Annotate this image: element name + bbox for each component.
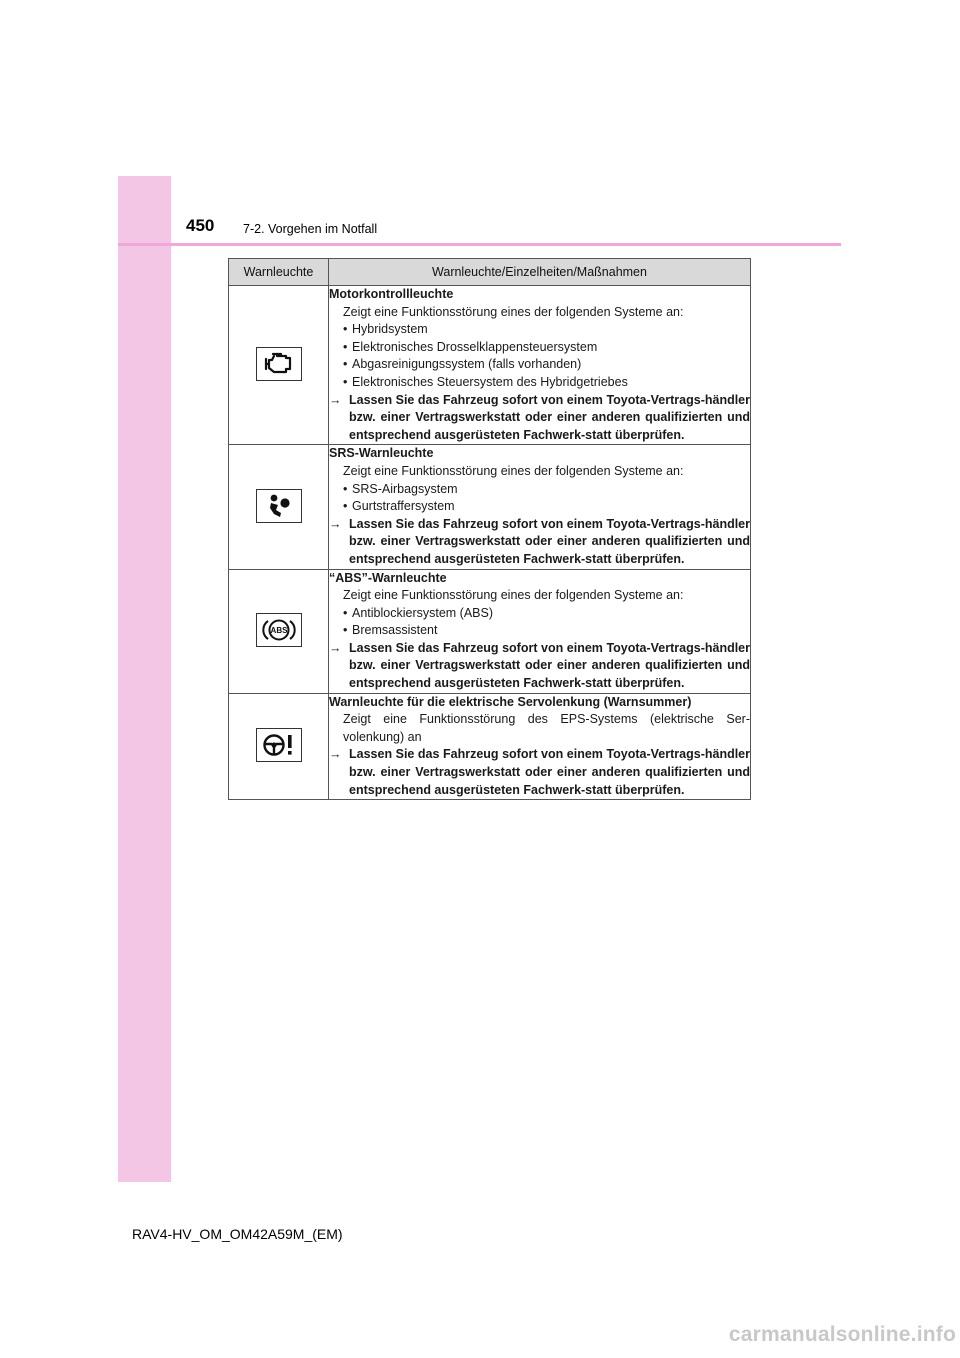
description-cell [329,569,751,693]
description-cell [329,445,751,569]
bullet-symbol: • [343,499,348,514]
column-header-warning-light: Warnleuchte [229,259,329,286]
table-row [229,693,751,800]
arrow-symbol: → [329,392,342,407]
icon-cell [229,445,329,569]
srs-airbag-icon [256,489,302,523]
warning-title: “ABS”-Warnleuchte [329,570,447,585]
page-number: 450 [186,216,215,235]
side-color-band [118,176,171,1182]
icon-cell [229,693,329,800]
header-rule [118,243,841,246]
bullet-symbol: • [343,339,348,354]
action-text: Lassen Sie das Fahrzeug sofort von einem Toyota-Vertrags-händler bzw. einer Vertragswerkstatt oder einer anderen qualifizierten und entsprechend ausgerüsteten Fachwerk-statt überprüfen. [349,392,750,442]
action-instruction [329,640,750,693]
list-item [329,339,750,357]
list-item-text: Abgasreinigungssystem (falls vorhanden) [352,357,582,372]
icon-cell [229,569,329,693]
list-item [329,481,750,499]
description-cell [329,286,751,445]
list-item [329,374,750,392]
list-item [329,356,750,374]
description-cell [329,693,751,800]
list-item-text: Hybridsystem [352,322,428,337]
abs-icon-label: ABS [270,626,287,636]
icon-cell [229,286,329,445]
list-item-text: SRS-Airbagsystem [352,481,458,496]
table-header-row [229,259,751,286]
warning-subtitle: Zeigt eine Funktionsstörung des EPS-Systems (elektrische Ser-volenkung) an [343,712,750,744]
table-row [229,286,751,445]
list-item-text: Antiblockiersystem (ABS) [352,605,494,620]
bullet-symbol: • [343,605,348,620]
section-title: 7-2. Vorgehen im Notfall [243,222,378,236]
action-instruction [329,516,750,569]
column-header-details: Warnleuchte/Einzelheiten/Maßnahmen [329,259,751,286]
warning-title: Warnleuchte für die elektrische Servolenkung (Warnsummer) [329,694,692,709]
bullet-symbol: • [343,357,348,372]
bullet-symbol: • [343,623,348,638]
list-item-text: Elektronisches Drosselklappensteuersystem [352,339,598,354]
list-item [329,605,750,623]
bullet-symbol: • [343,322,348,337]
arrow-symbol: → [329,516,342,531]
action-text: Lassen Sie das Fahrzeug sofort von einem Toyota-Vertrags-händler bzw. einer Vertragswerkstatt oder einer anderen qualifizierten und entsprechend ausgerüsteten Fachwerk-statt überprüfen. [349,516,750,566]
arrow-symbol: → [329,747,342,762]
action-instruction [329,746,750,799]
list-item [329,622,750,640]
table-row [229,445,751,569]
warning-light-table [228,258,751,800]
list-item-text: Bremsassistent [352,623,438,638]
power-steering-warning-icon [256,728,302,762]
arrow-symbol: → [329,640,342,655]
action-text: Lassen Sie das Fahrzeug sofort von einem Toyota-Vertrags-händler bzw. einer Vertragswerkstatt oder einer anderen qualifizierten und entsprechend ausgerüsteten Fachwerk-statt überprüfen. [349,640,750,691]
action-instruction [329,392,750,445]
warning-subtitle: Zeigt eine Funktionsstörung eines der folgenden Systeme an: [343,463,684,478]
document-code: RAV4-HV_OM_OM42A59M_(EM) [132,1226,343,1242]
bullet-symbol: • [343,481,348,496]
engine-check-icon [256,347,302,381]
list-item [329,498,750,516]
warning-title: Motorkontrollleuchte [329,287,454,301]
warning-subtitle: Zeigt eine Funktionsstörung eines der folgenden Systeme an: [343,304,684,319]
list-item-text: Elektronisches Steuersystem des Hybridgetriebes [352,374,628,389]
abs-icon [256,613,302,647]
warning-subtitle: Zeigt eine Funktionsstörung eines der folgenden Systeme an: [343,588,684,603]
watermark: carmanualsonline.info [728,1323,956,1346]
list-item-text: Gurtstraffersystem [352,499,455,514]
bullet-symbol: • [343,374,348,389]
table-row [229,569,751,693]
list-item [329,321,750,339]
action-text: Lassen Sie das Fahrzeug sofort von einem Toyota-Vertrags-händler bzw. einer Vertragswerkstatt oder einer anderen qualifizierten und entsprechend ausgerüsteten Fachwerk-statt überprüfen. [349,747,750,797]
warning-title: SRS-Warnleuchte [329,446,434,461]
